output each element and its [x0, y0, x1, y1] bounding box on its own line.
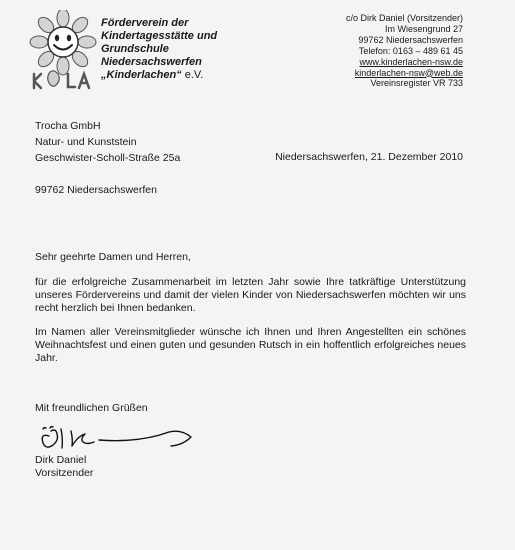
org-name-line-3: Grundschule	[101, 43, 169, 55]
signer-name: Dirk Daniel	[35, 454, 87, 466]
contact-register: Vereinsregister VR 733	[370, 78, 463, 89]
org-name-line-5	[101, 69, 276, 82]
contact-attention: c/o Dirk Daniel (Vorsitzender)	[345, 13, 463, 23]
salutation: Sehr geehrte Damen und Herren,	[35, 251, 191, 263]
sender-contact-block	[273, 13, 463, 89]
signer-title: Vorsitzender	[35, 467, 94, 479]
body-paragraph-2: Im Namen aller Vereinsmitglieder wünsche ich Ihnen und Ihren Angestellten ein schönes Weihnachtsfest und einen guten und gesunden Rutsch in ein hoffentlich erfolgreiches neues Jahr.	[35, 326, 466, 364]
org-name-quoted: „Kinderlachen“	[101, 69, 182, 81]
recipient-line2: Natur- und Kunststein	[35, 136, 137, 148]
closing-phrase: Mit freundlichen Grüßen	[35, 402, 148, 414]
org-name-line-4: Niedersachswerfen	[101, 56, 202, 68]
organization-name	[101, 17, 276, 82]
letter-date: Niedersachswerfen, 21. Dezember 2010	[275, 151, 463, 163]
email-link[interactable]: kinderlachen-nsw@web.de	[354, 67, 463, 78]
handwritten-signature	[35, 416, 205, 452]
contact-city: 99762 Niedersachswerfen	[358, 34, 463, 45]
org-name-suffix: e.V.	[181, 69, 204, 81]
website-link[interactable]: www.kinderlachen-nsw.de	[359, 56, 463, 67]
signer-block	[35, 454, 93, 480]
recipient-company: Trocha GmbH	[35, 120, 101, 132]
contact-phone: Telefon: 0163 – 489 61 45	[358, 45, 463, 56]
recipient-street: Geschwister-Scholl-Straße 25a	[35, 152, 181, 164]
org-name-line-1: Förderverein der	[101, 17, 189, 29]
recipient-city: 99762 Niedersachswerfen	[35, 184, 157, 196]
org-name-line-2: Kindertagesstätte und	[101, 30, 218, 42]
kinderlachen-logo	[28, 10, 98, 90]
recipient-address	[35, 118, 180, 198]
contact-street: Im Wiesengrund 27	[384, 23, 463, 34]
letter-body	[35, 251, 466, 365]
body-paragraph-1: für die erfolgreiche Zusammenarbeit im letzten Jahr sowie Ihre tatkräftige Unterstützung unseres Fördervereins und damit der vielen Kinder von Niedersachswerfen möchten wir uns recht herzlich bei Ihnen bedanken.	[35, 276, 466, 314]
